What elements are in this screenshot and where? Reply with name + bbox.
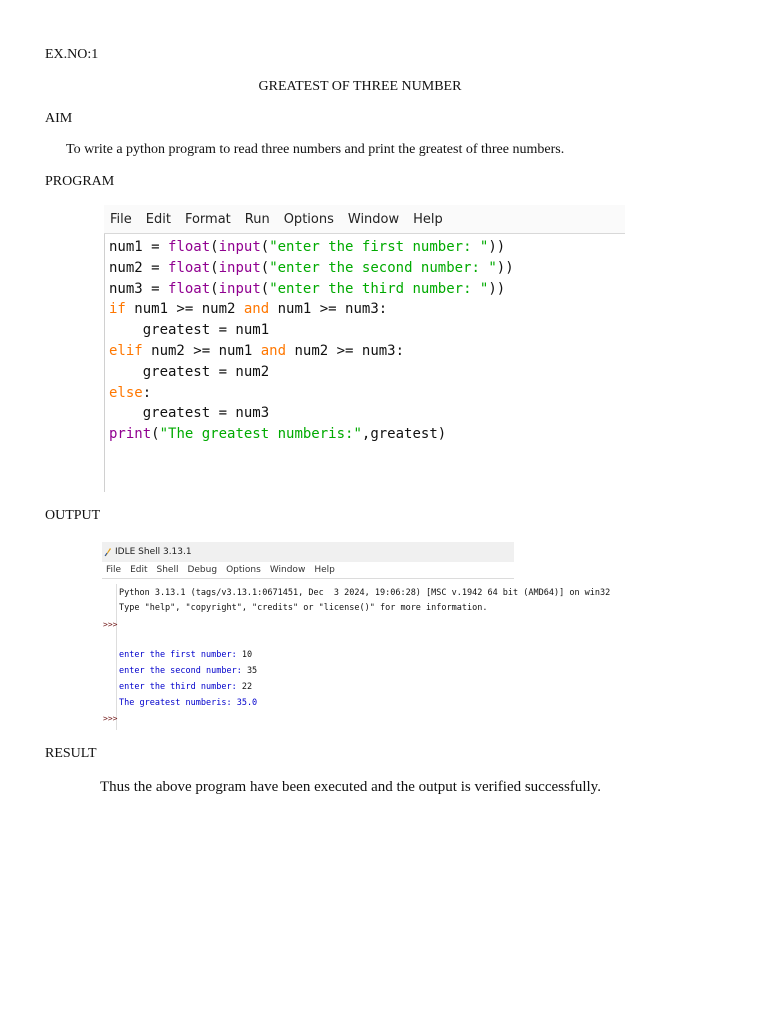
shell-output-line [119,698,257,708]
shell-title: IDLE Shell 3.13.1 [115,547,192,557]
shell-menu-options[interactable]: Options [226,565,261,575]
shell-menu-debug[interactable]: Debug [187,565,218,575]
code-token: )) [488,239,506,255]
menu-help[interactable]: Help [413,211,443,227]
shell-menu-window[interactable]: Window [269,565,306,575]
code-token: else [109,384,143,401]
code-token: input [218,259,261,276]
code-token: ( [210,280,219,297]
code-area[interactable] [104,234,625,492]
code-line [109,341,625,362]
shell-output-line [119,666,257,676]
shell-menu-help[interactable]: Help [314,565,335,575]
code-token: float [168,239,211,255]
shell-input-value: 10 [241,650,253,660]
shell-menu-shell[interactable]: Shell [156,565,179,575]
code-token: elif [109,342,143,359]
shell-output-line [119,650,252,660]
code-token: num1 = [109,239,169,255]
code-line [109,424,625,445]
code-token: ( [260,239,270,255]
code-line: greatest = num2 [109,363,270,380]
shell-banner-line: Python 3.13.1 (tags/v3.13.1:0671451, Dec 3 2024, 19:06:28) [MSC v.1942 64 bit (AMD64)] on win32 [119,588,611,598]
code-line [109,279,625,300]
code-line [109,237,625,258]
shell-menubar [102,562,514,579]
shell-output-label: enter the second number: [119,666,247,676]
shell-titlebar [102,542,514,562]
shell-input-value: 22 [241,682,253,692]
shell-prompt: >>> [103,620,118,629]
menu-edit[interactable]: Edit [145,211,171,227]
menu-options[interactable]: Options [283,211,334,227]
code-token: float [168,259,211,276]
code-line [109,299,625,320]
shell-gutter [102,584,117,730]
shell-prompt: >>> [103,714,118,723]
code-token: ,greatest) [361,426,447,443]
editor-menubar [104,205,625,234]
code-token: "enter the first number: " [269,239,489,255]
code-line [109,383,625,404]
code-token: ( [210,239,219,255]
code-token: num1 >= num3: [269,301,388,318]
code-token: and [260,342,287,359]
shell-output-line [119,682,252,692]
aim-heading: AIM [45,111,73,126]
shell-banner-line: Type "help", "copyright", "credits" or "license()" for more information. [119,603,488,613]
code-token: num2 >= num3: [286,342,405,359]
shell-output-label: enter the third number: [119,682,242,692]
aim-text: To write a python program to read three numbers and print the greatest of three numbers. [66,142,565,157]
code-token: input [218,239,261,255]
shell-input-value: 35 [246,666,258,676]
code-token: float [168,280,211,297]
document-title: GREATEST OF THREE NUMBER [258,79,462,94]
idle-feather-icon [104,547,112,557]
code-token: "enter the second number: " [269,259,497,276]
shell-menu-edit[interactable]: Edit [130,565,148,575]
result-heading: RESULT [45,746,97,761]
editor-screenshot [104,205,625,492]
code-token: ( [260,280,270,297]
result-text: Thus the above program have been executed and the output is verified successfully. [100,779,601,795]
code-token: and [243,301,270,318]
code-token: "enter the third number: " [269,280,489,297]
code-token: )) [496,259,514,276]
code-token: num2 >= num1 [142,342,261,359]
menu-run[interactable]: Run [244,211,270,227]
code-token: input [218,280,261,297]
code-token: "The greatest numberis:" [159,426,362,443]
code-token: num1 >= num2 [125,301,244,318]
code-token: ( [151,426,160,443]
shell-screenshot [102,542,611,730]
code-token: num2 = [109,259,169,276]
code-token: num3 = [109,280,169,297]
code-token: if [109,301,126,318]
shell-menu-file[interactable]: File [106,565,122,575]
menu-window[interactable]: Window [347,211,400,227]
code-token: : [142,384,152,401]
shell-result-value: 35.0 [236,698,258,708]
shell-output-label: enter the first number: [119,650,242,660]
code-line: greatest = num3 [109,405,270,422]
code-token: ( [260,259,270,276]
code-line [109,258,625,279]
code-token: )) [488,280,506,297]
menu-format[interactable]: Format [184,211,231,227]
code-line: greatest = num1 [109,322,270,339]
program-heading: PROGRAM [45,174,115,189]
menu-file[interactable]: File [110,211,132,227]
shell-output-label: The greatest numberis: [119,698,237,708]
output-heading: OUTPUT [45,508,101,523]
code-token: print [109,426,152,443]
code-token: ( [210,259,219,276]
shell-body[interactable] [102,584,611,730]
exercise-number: EX.NO:1 [45,47,99,62]
